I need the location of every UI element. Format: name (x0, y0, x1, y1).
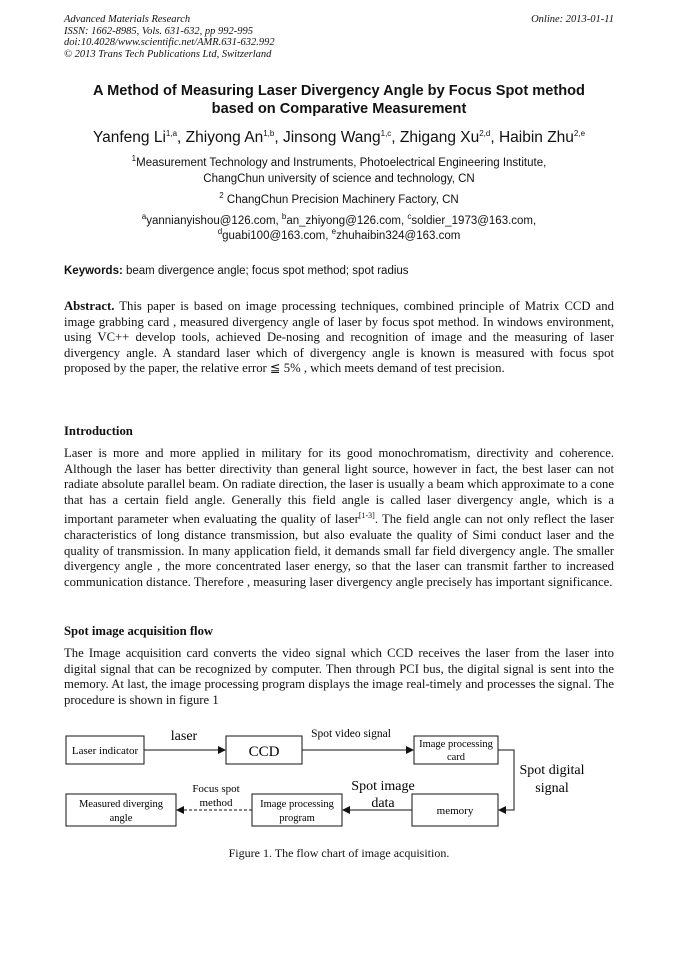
svg-text:program: program (279, 813, 315, 824)
svg-text:CCD: CCD (248, 744, 280, 760)
label-spot-image-line2: data (371, 796, 395, 811)
journal-header (64, 14, 614, 60)
email-d: guabi100@163.com, (222, 230, 332, 242)
spot-section-heading: Spot image acquisition flow (64, 624, 214, 638)
email-a: yannianyishou@126.com, (146, 215, 282, 227)
abstract-text: This paper is based on image processing techniques, combined principle of Matrix CCD and image grabbing card , measured divergency angle of laser by focus spot method. In windows environment, using VC++ develop tools, achieved De-nosing and recognition of image and the measuring of laser divergency angle. A standard laser which of divergency angle is known is measured with focus spot proposed by the paper, the relative error ≦ 5% , which meets demand of test precision. (64, 299, 614, 376)
svg-text:angle: angle (109, 813, 133, 824)
affiliation-2: $^2$ ChangChun Precision Machinery Factory, CN (219, 191, 459, 206)
email-e: zhuhaibin324@163.com (336, 230, 461, 242)
spot-section-text: The Image acquisition card converts the video signal which CCD receives the laser from the laser into digital signal that can be recognized by computer. Then through PCI bus, the digital signal is sent into the memory. At last, the image processing program displays the image real-timely and processes the signal. The procedure is shown in figure 1 (64, 646, 614, 707)
label-spot-digital-line2: signal (535, 781, 569, 796)
author-list (20, 128, 658, 148)
abstract-label: Abstract. (64, 299, 115, 313)
author: Yanfeng Li$^{1,a}$, (92, 128, 186, 146)
author: Zhigang Xu$^{2,d}$, (399, 128, 499, 146)
box-measured-diverging-angle (66, 794, 176, 826)
box-image-processing-program (252, 794, 342, 826)
label-spot-digital-line1: Spot digital (519, 763, 585, 778)
arrow-spot-digital (498, 750, 514, 810)
paper-title (40, 82, 638, 118)
citation: [1-3] (358, 511, 375, 521)
author: Haibin Zhu$^{2,e}$ (498, 128, 586, 146)
copyright-line: © 2013 Trans Tech Publications Ltd, Switzerland (64, 48, 272, 60)
svg-text:Laser indicator: Laser indicator (71, 745, 139, 757)
figure-caption: Figure 1. The flow chart of image acquisition. (228, 846, 450, 860)
title-line-2: based on Comparative Measurement (211, 101, 467, 117)
email-c: soldier_1973@163.com, (411, 215, 537, 227)
svg-text:Image processing: Image processing (419, 739, 493, 750)
email-b: an_zhiyong@126.com, (286, 215, 408, 227)
affiliation-1: $^1$Measurement Technology and Instruments, Photoelectrical Engineering Institute, ChangChun university of science and technology, CN (131, 154, 547, 185)
box-memory (412, 794, 498, 826)
doi-line: doi:10.4028/www.scientific.net/AMR.631-632.992 (64, 37, 275, 49)
author: Jinsong Wang$^{1,c}$, (282, 128, 400, 146)
label-focus-spot-line1: Focus spot (192, 783, 240, 795)
keywords (64, 264, 614, 279)
box-laser-indicator (66, 736, 144, 764)
introduction-text: Laser is more and more applied in military for its good monochromatism, directivity and coherence. Although the laser has better directivity than general light source, however in fact, the best laser can not radiate absolute parallel beam. On radiate direction, the laser is usually a beam which approximate to a cone that has a certain field angle. Generally this field angle is called laser divergency angle, which is a important parameter when evaluating the quality of laser[1-3]. The field angle can not only reflect the laser characteristics of long distance transmission, but also evaluate the quality of Simi conduct laser and the quality of transmission. In many application field, it demands small far field divergency angle. The smaller divergency angle , the more concentrated laser energy, so that the laser can transmit farther to increased communication distance. Therefore , measuring laser divergency angle precisely has important significance. (64, 446, 614, 589)
keywords-label: Keywords: (64, 265, 123, 277)
label-spot-image-line1: Spot image (351, 779, 415, 794)
author-emails: $^a$yannianyishou@126.com, $^b$an_zhiyong@126.com, $^c$soldier_1973@163.com, $^d$guabi100@163.com, $^e$zhuhaibin324@163.com (141, 212, 537, 242)
author: Zhiyong An$^{1,b}$, (185, 128, 283, 146)
online-date: Online: 2013-01-11 (531, 14, 614, 25)
label-laser: laser (170, 729, 198, 744)
issn-line: ISSN: 1662-8985, Vols. 631-632, pp 992-995 (64, 25, 253, 37)
introduction-heading: Introduction (64, 424, 133, 438)
label-focus-spot-line2: method (199, 797, 233, 809)
svg-text:Image processing: Image processing (260, 799, 334, 810)
svg-text:card: card (446, 752, 466, 763)
title-line-1: A Method of Measuring Laser Divergency Angle by Focus Spot method (93, 83, 585, 99)
box-image-processing-card (414, 736, 498, 764)
svg-text:memory: memory (436, 805, 474, 817)
box-ccd (226, 736, 302, 764)
keywords-text: beam divergence angle; focus spot method; spot radius (122, 265, 409, 277)
abstract (64, 299, 614, 377)
label-spot-video-signal: Spot video signal (311, 728, 391, 740)
flowchart-figure (62, 722, 622, 840)
journal-name: Advanced Materials Research (64, 14, 191, 25)
svg-text:Measured diverging: Measured diverging (78, 799, 164, 810)
